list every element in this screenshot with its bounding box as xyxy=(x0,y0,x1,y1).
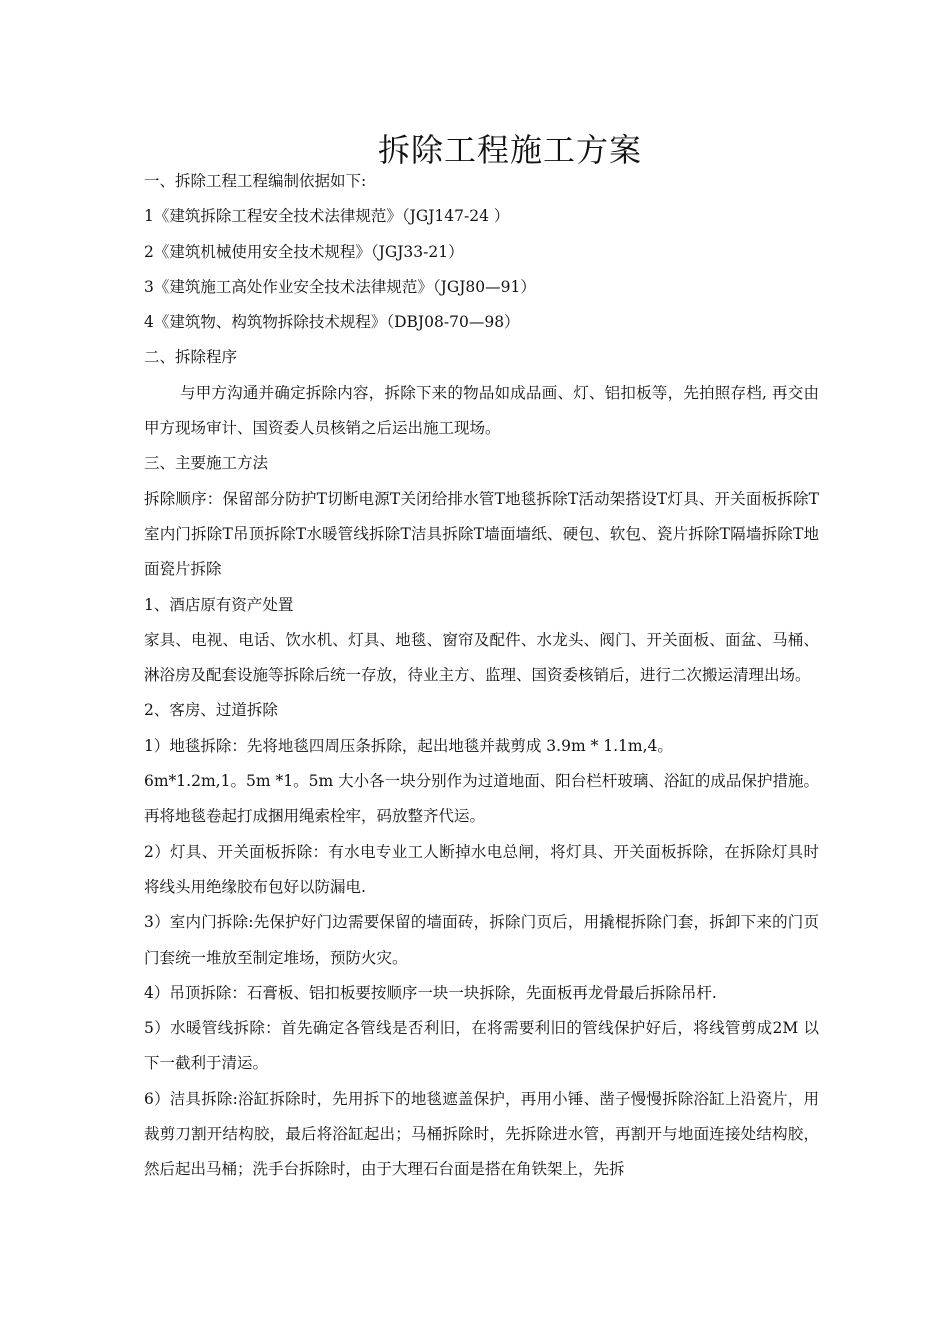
reference-item: 3《建筑施工高处作业安全技术法律规范》（JGJ80—91） xyxy=(144,277,536,296)
list-item: 6）洁具拆除:浴缸拆除时，先用拆下的地毯遮盖保护，再用小锤、凿子慢慢拆除浴缸上沿瓷片，用裁剪刀割开结构胶，最后将浴缸起出；马桶拆除时，先拆除进水管，再割开与地面连接处结构胶，然后起出马桶；洗手台拆除时，由于大理石台面是搭在角铁架上，先拆 xyxy=(144,1089,819,1179)
list-item: 2）灯具、开关面板拆除：有水电专业工人断掉水电总闸，将灯具、开关面板拆除，在拆除灯具时将线头用绝缘胶布包好以防漏电. xyxy=(144,842,819,896)
document-title: 拆除工程施工方案 xyxy=(377,131,642,170)
body-paragraph: 拆除顺序：保留部分防护T切断电源T关闭给排水管T地毯拆除T活动架搭设T灯具、开关面板拆除T室内门拆除T吊顶拆除T水暖管线拆除T洁具拆除T墙面墙纸、硬包、软包、瓷片拆除T隔墙拆除T地面瓷片拆除 xyxy=(144,489,819,579)
list-item: 4）吊顶拆除：石膏板、铝扣板要按顺序一块一块拆除，先面板再龙骨最后拆除吊杆. xyxy=(144,983,717,1002)
body-paragraph: 家具、电视、电话、饮水机、灯具、地毯、窗帘及配件、水龙头、阀门、开关面板、面盆、马桶、淋浴房及配套设施等拆除后统一存放，待业主方、监理、国资委核销后，进行二次搬运清理出场。 xyxy=(144,630,819,685)
subsection-heading: 2、客房、过道拆除 xyxy=(144,701,278,720)
section-heading: 一、拆除工程工程编制依据如下: xyxy=(144,172,367,190)
reference-item: 1《建筑拆除工程安全技术法律规范》（JGJ147-24 ） xyxy=(144,207,510,226)
list-item: 5）水暖管线拆除：首先确定各管线是否利旧，在将需要利旧的管线保护好后，将线管剪成2M 以下一截利于清运。 xyxy=(144,1019,819,1073)
section-heading: 二、拆除程序 xyxy=(144,348,238,367)
body-paragraph: 6m*1.2m,1。5m *1。5m 大小各一块分别作为过道地面、阳台栏杆玻璃、浴缸的成品保护措施。再将地毯卷起打成捆用绳索栓牢，码放整齐代运。 xyxy=(144,772,819,826)
list-item: 1）地毯拆除：先将地毯四周压条拆除，起出地毯并裁剪成 3.9m * 1.1m,4。 xyxy=(144,736,673,755)
reference-item: 4《建筑物、构筑物拆除技术规程》（DBJ08-70—98） xyxy=(144,313,520,332)
document-body xyxy=(144,164,819,1188)
list-item: 3）室内门拆除:先保护好门边需要保留的墙面砖，拆除门页后，用撬棍拆除门套，拆卸下来的门页门套统一堆放至制定堆场，预防火灾。 xyxy=(144,913,819,967)
reference-item: 2《建筑机械使用安全技术规程》（JGJ33-21） xyxy=(144,242,464,261)
section-heading: 三、主要施工方法 xyxy=(144,454,269,473)
body-paragraph: 与甲方沟通并确定拆除内容，拆除下来的物品如成品画、灯、铝扣板等，先拍照存档, 再交由甲方现场审计、国资委人员核销之后运出施工现场。 xyxy=(144,383,819,438)
subsection-heading: 1、酒店原有资产处置 xyxy=(144,595,294,614)
